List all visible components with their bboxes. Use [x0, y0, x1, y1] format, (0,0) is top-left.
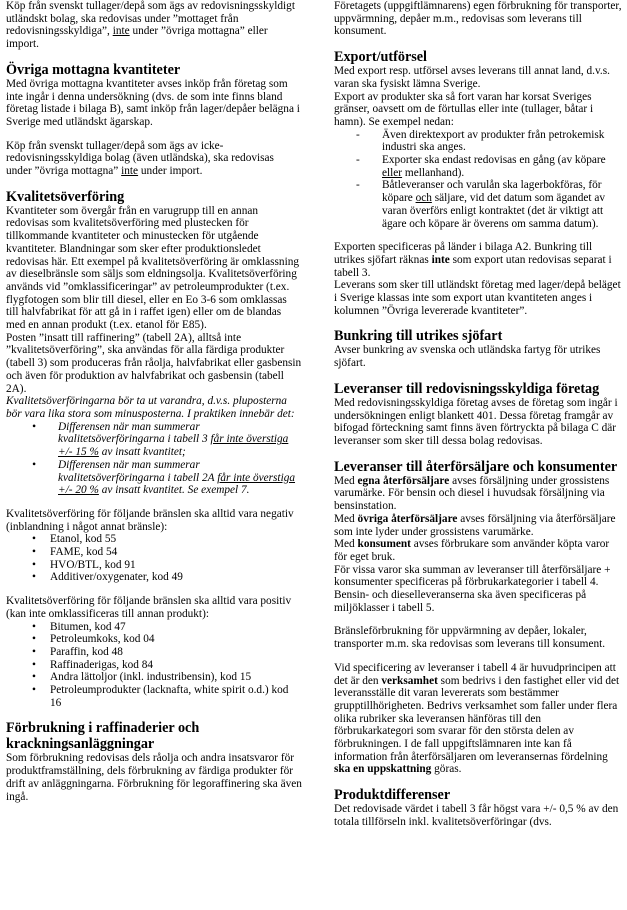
paragraph-produktdifferenser: Det redovisade värdet i tabell 3 får högst vara +/- 0,5 % av den totala tillförseln inkl. kvalitetsöverföringar (dvs. [334, 803, 619, 828]
text-segment: göras. [431, 763, 462, 776]
bold-text: övriga återförsäljare [357, 512, 458, 525]
underlined-text: inte [121, 165, 139, 178]
list-item: • Additiver/oxygenater, kod 49 [6, 571, 302, 584]
text-segment: avses förbrukare som använder köpta varor för eget bruk. [334, 538, 610, 563]
right-column [334, 0, 622, 829]
heading-leveranser-aterforsaljare: Leveranser till återförsäljare och konsumenter [334, 458, 618, 475]
text-segment: Med [334, 474, 358, 487]
paragraph-tullager-redovisningsskyldig [6, 0, 302, 51]
list-negativ [6, 533, 302, 584]
underlined-text: får inte överstiga +/- 15 % [58, 433, 289, 459]
text-segment: Vid specificering av leveranser i tabell 4 är huvudprincipen att det är den [334, 661, 616, 687]
paragraph-ovriga-mottagna: Med övriga mottagna kvantiteter avses inköp från företag som inte ingår i denna undersökning (dvs. de som inte finns bland företag listade i bilaga B), samt inköp från lager/depåer belägna i Sverige med utländskt ägarskap. [6, 77, 300, 128]
paragraph-export-4: Leverans som sker till utländskt företag med lager/depå beläget i Sverige klassas inte som export utan kvantiteten anges i kolumnen ”Övriga levererade kvantiteter”. [334, 279, 621, 317]
list-item [334, 154, 622, 179]
text-segment: Köp från svenskt tullager/depå som ägs av redovisningsskyldigt utländskt bolag, ska redovisas under ”mottaget från redovisningsskyldiga”, [6, 0, 295, 38]
text-segment: Med [334, 538, 358, 551]
heading-leveranser-redovisningsskyldiga: Leveranser till redovisningsskyldiga företag [334, 380, 600, 397]
text-segment: Med [334, 512, 358, 525]
text-segment: av insatt kvantitet. Se exempel 7. [98, 484, 250, 497]
list-item: • HVO/BTL, kod 91 [6, 559, 302, 572]
text-segment: under ”övriga mottagna” eller import. [6, 25, 268, 51]
bold-text: egna återförsäljare [357, 474, 450, 487]
paragraph-bunkring: Avser bunkring av svenska och utländska fartyg för utrikes sjöfart. [334, 344, 601, 370]
text-segment: Köp från svenskt tullager/depå som ägs av icke-redovisningsskyldiga bolag (även utländska), ska redovisas under ”övriga mottagna” [6, 139, 274, 178]
text-segment: säljare, vid det datum som ägandet av varan överförs enligt kontraktet (det är viktigt att ägare och köpare är överens om samma datum). [382, 192, 606, 230]
bold-text: konsument [357, 538, 411, 551]
paragraph-negativ-intro: Kvalitetsöverföring för följande bränslen ska alltid vara negativ (inblandning i något annat bränsle): [6, 507, 294, 533]
list-item [6, 459, 302, 497]
paragraph-bransleforbrukning: Bränsleförbrukning för uppvärmning av depåer, lokaler, transporter m.m. ska redovisas som leverans till konsument. [334, 625, 606, 651]
bold-text: ska en uppskattning [334, 763, 432, 776]
list-item: • Paraffin, kod 48 [6, 646, 302, 659]
text-segment: Differensen när man summerar kvalitetsöverföringarna i tabell 2A [58, 458, 218, 484]
list-item: • Bitumen, kod 47 [6, 621, 302, 634]
text-segment: avses försäljning under grossistens varumärke. För bensin och diesel i huvudsak försäljning via bensinstation. [334, 474, 610, 513]
text-segment: Differensen när man summerar kvalitetsöverföringarna i tabell 3 [58, 420, 211, 446]
paragraph-forbrukarkategorier: För vissa varor ska summan av leveranser till återförsäljare + konsumenter specificeras på förbrukarkategorier i tabell 4. Bensin- och dieselleveranserna ska även specificeras på miljöklasser i tabell 5. [334, 563, 611, 614]
paragraph-forbrukning-raffinaderier: Som förbrukning redovisas dels råolja och andra insatsvaror för produktframställning, dels förbrukning av färdiga produkter för drift av anläggningarna. Förbrukning för legoraffinering ska även ingå. [6, 752, 302, 803]
underlined-text: inte [112, 25, 130, 38]
heading-ovriga-mottagna: Övriga mottagna kvantiteter [6, 61, 181, 78]
list-item: • Petroleumkoks, kod 04 [6, 633, 302, 646]
underlined-text: eller [382, 166, 403, 179]
paragraph-export-2: Export av produkter ska så fort varan har korsat Sveriges gränser, oavsett om de förtullas eller inte (tullager, båtar i hamn). Se exempel nedan: [334, 90, 594, 128]
text-segment: Exporter ska endast redovisas en gång (av köpare [382, 154, 606, 167]
heading-bunkring: Bunkring till utrikes sjöfart [334, 328, 503, 345]
paragraph-ovriga-aterforsaljare [334, 513, 622, 538]
paragraph-kvalitetsoverforing-2: Posten ”insatt till raffinering” (tabell 2A), alltså inte ”kvalitetsöverföring”, ska användas för alla färdiga produkter (tabell 3) som produceras från råolja, halvfabrikat eller gasbensin och även för produktion av halvfabrikat och gasbensin (tabell 2A). [6, 331, 302, 395]
list-positiv [6, 621, 302, 710]
paragraph-export-1: Med export resp. utförsel avses leverans till annat land, d.v.s. varan ska fysiskt lämna Sverige. [334, 65, 610, 90]
paragraph-egen-forbrukning: Företagets (uppgiftlämnarens) egen förbrukning för transporter, uppvärmning, depåer m.m., redovisas som leverans till konsument. [334, 0, 622, 38]
paragraph-tullager-icke-redovisningsskyldig [6, 140, 302, 178]
paragraph-egna-aterforsaljare [334, 475, 622, 513]
text-segment: som bedrivs i den fastighet eller vid det leveransställe dit varan levererats som bestämmer grupptillhörigheten. Bedrivs verksamhet som faller under flera olika rubriker ska leveransen hänföras till den förbrukarkategori som svarar för den största delen av förbrukningen. I de fall uppgiftslämnaren inte kan få information från återförsäljaren om leveransernas fördelning [334, 674, 620, 763]
paragraph-positiv-intro: Kvalitetsöverföring för följande bränslen ska alltid vara positiv (kan inte omklassificeras till annan produkt): [6, 595, 292, 620]
bold-text: verksamhet [381, 674, 438, 687]
list-item: • Etanol, kod 55 [6, 533, 302, 546]
paragraph-leveranser-redovisningsskyldiga: Med redovisningsskyldiga företag avses de företag som ingår i undersökningen enligt blankett 401. Dessa företag framgår av bifogad förteckning samt finns även förtryckta på bilaga C där leveranser som sker till dessa bolag redovisas. [334, 396, 618, 447]
heading-produktdifferenser: Produktdifferenser [334, 787, 451, 804]
list-item [6, 421, 302, 459]
text-segment: Båtleveranser och varulån ska lagerbokföras, för köpare [382, 179, 602, 205]
text-segment: av insatt kvantitet; [98, 446, 186, 459]
list-item: - Även direktexport av produkter från petrokemisk industri ska anges. [334, 129, 622, 154]
paragraph-export-3 [334, 241, 622, 279]
paragraph-huvudprincipen [334, 662, 622, 776]
heading-export: Export/utförsel [334, 49, 427, 66]
paragraph-kvalitetsoverforing-italic: Kvalitetsöverföringarna bör ta ut varandra, d.v.s. pluposterna bör vara lika stora som minusposterna. I praktiken innebär det: [6, 395, 295, 420]
list-item: • Petroleumprodukter (lacknafta, white spirit o.d.) kod 16 [6, 684, 302, 709]
paragraph-kvalitetsoverforing-1: Kvantiteter som övergår från en varugrupp till en annan redovisas som kvalitetsöverföring med plustecken för tillkommande kvantiteter och minustecken för utgående kvantiteter. Blandningar som sker efter produktionsledet redovisas här. Ett exempel på kvalitetsöverföring är omklassning av dieselbränsle som säljs som eldningsolja. Kvalitetsöverföring används vid ”omklassificeringar” av petroleumprodukter (t.ex. flygfotogen som blir till diesel, eller en Eo 3-6 som omklassas till halvfabrikat för att gå in i raffet igen) eller om de blandas med en annan produkt (t.ex. etanol för E85). [6, 204, 300, 332]
list-export [334, 129, 622, 231]
heading-kvalitetsoverforing: Kvalitetsöverföring [6, 188, 125, 205]
list-item [334, 179, 622, 230]
text-segment: avses försäljning via återförsäljare som inte lyder under grossistens varumärke. [334, 512, 616, 538]
list-differens [6, 421, 302, 497]
text-segment: Exporten specificeras på länder i bilaga A2. Bunkring till utrikes sjöfart räknas [334, 241, 593, 266]
paragraph-konsument [334, 538, 622, 563]
list-item: • Andra lättoljor (inkl. industribensin), kod 15 [6, 671, 302, 684]
list-item: • FAME, kod 54 [6, 546, 302, 559]
list-item: • Raffinaderigas, kod 84 [6, 659, 302, 672]
bold-text: inte [431, 253, 450, 266]
heading-forbrukning-raffinaderier: Förbrukning i raffinaderier och krackningsanläggningar [6, 720, 200, 753]
text-segment: mellanhand). [402, 166, 465, 179]
text-segment: som export utan redovisas separat i tabell 3. [334, 253, 612, 279]
left-column [6, 0, 302, 803]
underlined-text: och [415, 192, 432, 205]
underlined-text: får inte överstiga +/- 20 % [58, 471, 296, 497]
text-segment: under import. [138, 165, 203, 178]
